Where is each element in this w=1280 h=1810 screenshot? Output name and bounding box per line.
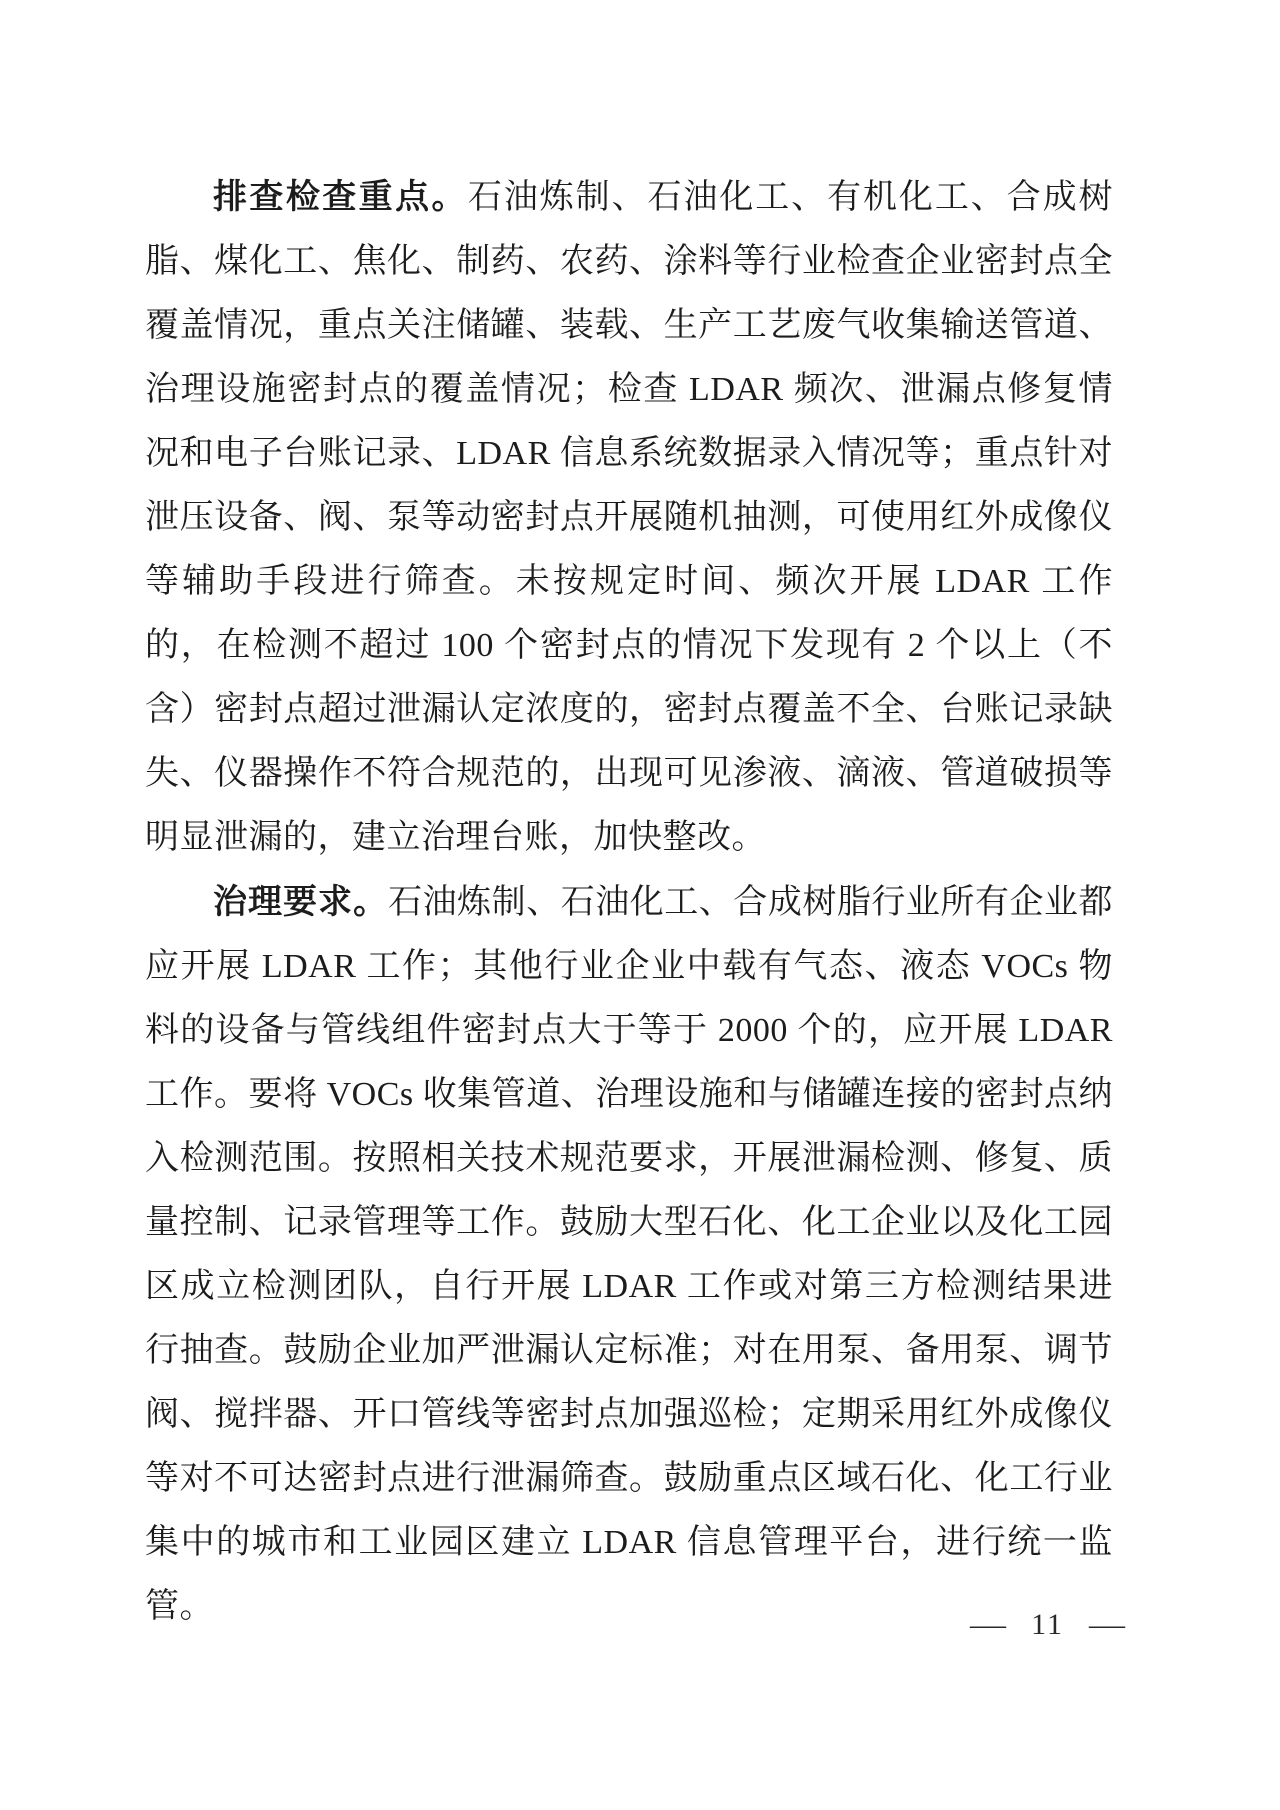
page-number: 11 (1031, 1608, 1064, 1641)
paragraph-treatment-requirements (145, 870, 1113, 1639)
footer-dash-right: — (1089, 1608, 1125, 1641)
paragraph-body: 石油炼制、石油化工、有机化工、合成树脂、煤化工、焦化、制药、农药、涂料等行业检查企业密封点全覆盖情况，重点关注储罐、装载、生产工艺废气收集输送管道、治理设施密封点的覆盖情况；检查 LDAR 频次、泄漏点修复情况和电子台账记录、LDAR 信息系统数据录入情况等；重点针对泄压设备、阀、泵等动密封点开展随机抽测，可使用红外成像仪等辅助手段进行筛查。未按规定时间、频次开展 LDAR 工作的，在检测不超过 100 个密封点的情况下发现有 2 个以上（不含）密封点超过泄漏认定浓度的，密封点覆盖不全、台账记录缺失、仪器操作不符合规范的，出现可见渗液、滴液、管道破损等明显泄漏的，建立治理台账，加快整改。 (145, 179, 1114, 856)
footer-dash-left: — (970, 1608, 1007, 1641)
page-footer (970, 1608, 1125, 1642)
paragraph-heading: 排查检查重点。 (213, 178, 468, 216)
page-content (145, 165, 1113, 1639)
paragraph-heading: 治理要求。 (213, 883, 389, 921)
paragraph-inspection-focus (145, 165, 1113, 870)
paragraph-body: 石油炼制、石油化工、合成树脂行业所有企业都应开展 LDAR 工作；其他行业企业中载有气态、液态 VOCs 物料的设备与管线组件密封点大于等于 2000 个的，应开展 LDAR 工作。要将 VOCs 收集管道、治理设施和与储罐连接的密封点纳入检测范围。按照相关技术规范要求，开展泄漏检测、修复、质量控制、记录管理等工作。鼓励大型石化、化工企业以及化工园区成立检测团队，自行开展 LDAR 工作或对第三方检测结果进行抽查。鼓励企业加严泄漏认定标准；对在用泵、备用泵、调节阀、搅拌器、开口管线等密封点加强巡检；定期采用红外成像仪等对不可达密封点进行泄漏筛查。鼓励重点区域石化、化工行业集中的城市和工业园区建立 LDAR 信息管理平台，进行统一监管。 (145, 884, 1114, 1625)
